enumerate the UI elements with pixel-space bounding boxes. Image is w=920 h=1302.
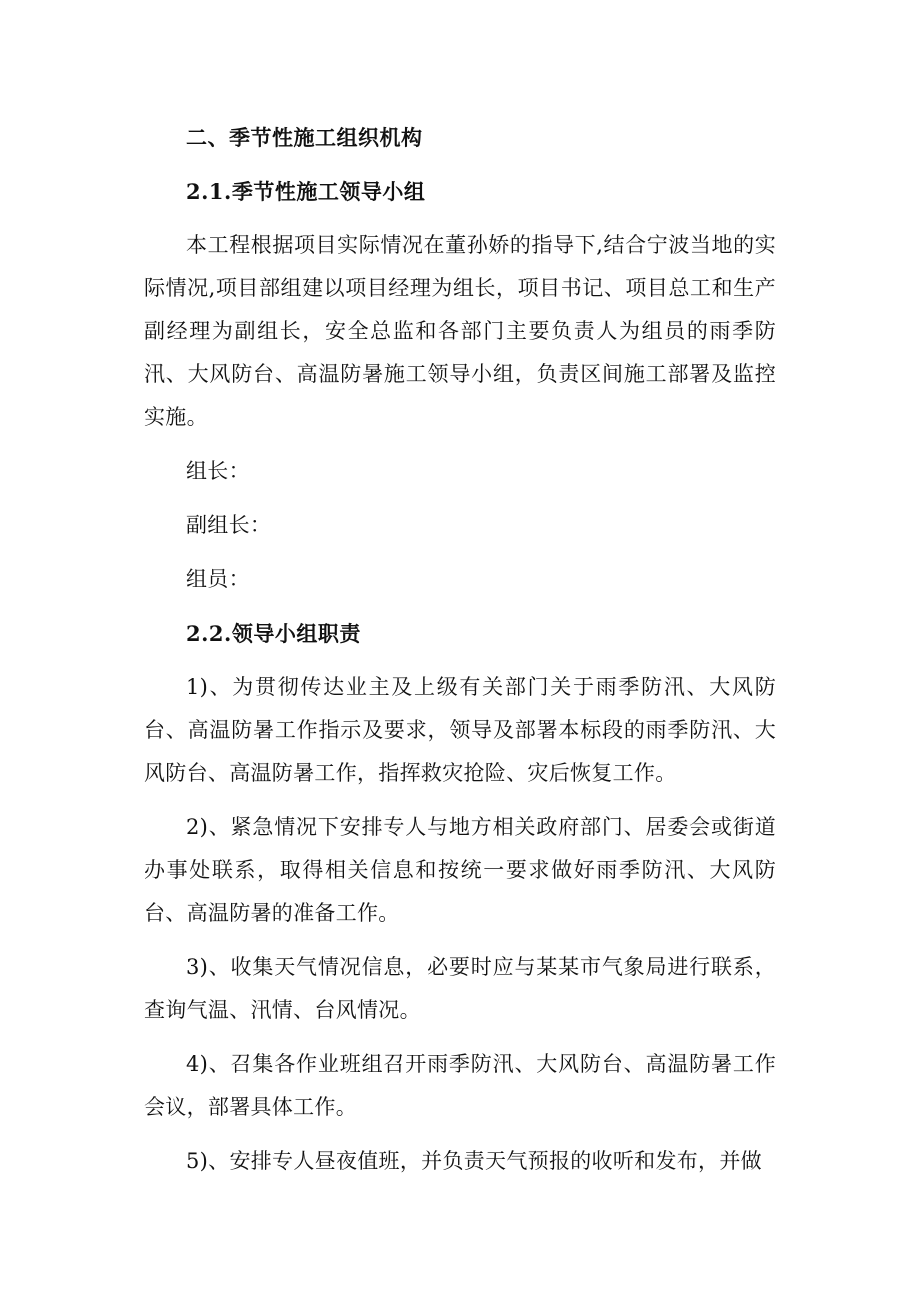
subsection-title-duties: 2.2.领导小组职责 [186, 621, 361, 646]
leader-label: 组长： [186, 459, 250, 483]
deputy-leader-label: 副组长： [186, 513, 272, 537]
duty-item: 3)、收集天气情况信息，必要时应与某某市气象局进行联系，查询气温、汛情、台风情况。 [144, 955, 776, 1022]
duty-item: 4)、召集各作业班组召开雨季防汛、大风防台、高温防暑工作会议，部署具体工作。 [144, 1052, 776, 1119]
subsection-title-leadership-group: 2.1.季节性施工领导小组 [186, 179, 426, 204]
intro-paragraph: 本工程根据项目实际情况在董孙娇的指导下,结合宁波当地的实际情况,项目部组建以项目经理为组长，项目书记、项目总工和生产副经理为副组长，安全总监和各部门主要负责人为组员的雨季防汛、大风防台、高温防暑施工领导小组，负责区间施工部署及监控实施。 [144, 233, 776, 429]
duty-item: 2)、紧急情况下安排专人与地方相关政府部门、居委会或街道办事处联系，取得相关信息和按统一要求做好雨季防汛、大风防台、高温防暑的准备工作。 [144, 815, 776, 925]
duty-item: 5)、安排专人昼夜值班，并负责天气预报的收听和发布，并做 [186, 1149, 762, 1173]
member-label: 组员： [186, 567, 250, 591]
section-title: 二、季节性施工组织机构 [186, 125, 423, 150]
duty-item: 1)、为贯彻传达业主及上级有关部门关于雨季防汛、大风防台、高温防暑工作指示及要求，领导及部署本标段的雨季防汛、大风防台、高温防暑工作，指挥救灾抢险、灾后恢复工作。 [144, 675, 776, 785]
document-body [144, 116, 776, 1194]
